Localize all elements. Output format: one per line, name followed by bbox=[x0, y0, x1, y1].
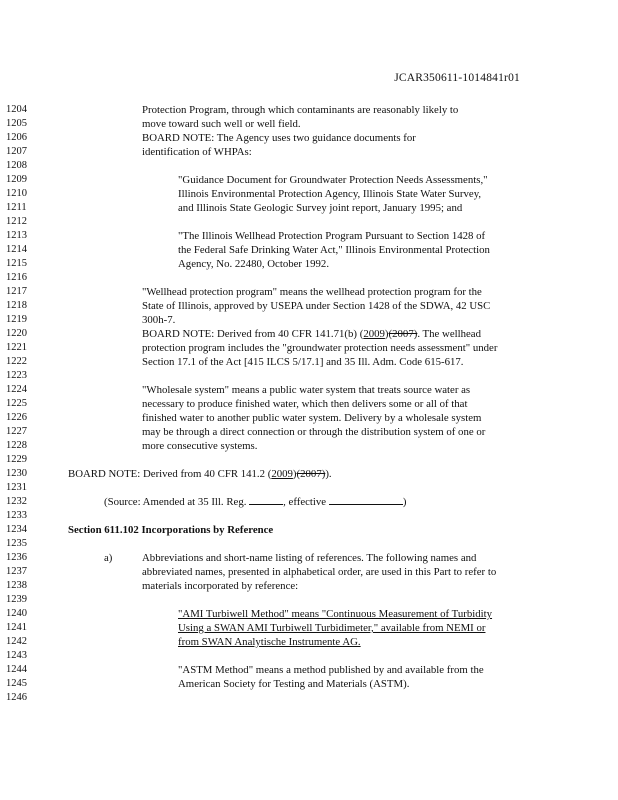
line-number: 1244 bbox=[6, 664, 27, 675]
text-segment: . The wellhead bbox=[417, 328, 481, 340]
line-number: 1213 bbox=[6, 230, 27, 241]
list-marker: a) bbox=[104, 552, 113, 564]
text-line: more consecutive systems. bbox=[142, 440, 258, 452]
text-line: Protection Program, through which contaminants are reasonably likely to bbox=[142, 104, 459, 116]
line-number: 1235 bbox=[6, 538, 27, 549]
line-number: 1236 bbox=[6, 552, 27, 563]
line-number: 1212 bbox=[6, 216, 27, 227]
line-number: 1233 bbox=[6, 510, 27, 521]
line-number: 1214 bbox=[6, 244, 27, 255]
text-line: "ASTM Method" means a method published by and available from the bbox=[178, 664, 484, 676]
text-line: may be through a direct connection or through the distribution system of one or bbox=[142, 426, 486, 438]
document-id-header: JCAR350611-1014841r01 bbox=[394, 72, 520, 84]
text-line: identification of WHPAs: bbox=[142, 146, 252, 158]
line-number: 1204 bbox=[6, 104, 27, 115]
line-number: 1216 bbox=[6, 272, 27, 283]
line-number: 1241 bbox=[6, 622, 27, 633]
line-number: 1238 bbox=[6, 580, 27, 591]
inserted-text-line: from SWAN Analytische Instrumente AG. bbox=[178, 636, 361, 648]
line-number: 1206 bbox=[6, 132, 27, 143]
text-line: abbreviated names, presented in alphabetical order, are used in this Part to refer to bbox=[142, 566, 497, 578]
deleted-text: (2007) bbox=[388, 328, 418, 340]
definition-line: "Wholesale system" means a public water system that treats source water as bbox=[142, 384, 471, 396]
text-segment: ) bbox=[292, 468, 297, 480]
line-number: 1232 bbox=[6, 496, 27, 507]
line-number: 1211 bbox=[6, 202, 27, 213]
text-segment: ) bbox=[402, 496, 407, 508]
line-number: 1239 bbox=[6, 594, 27, 605]
line-number: 1224 bbox=[6, 384, 27, 395]
inserted-text: 2009 bbox=[271, 468, 293, 480]
text-line: finished water to another public water system. Delivery by a wholesale system bbox=[142, 412, 482, 424]
line-number: 1220 bbox=[6, 328, 27, 339]
line-number: 1222 bbox=[6, 356, 27, 367]
text-segment: ). bbox=[325, 468, 332, 480]
line-number: 1218 bbox=[6, 300, 27, 311]
line-number: 1219 bbox=[6, 314, 27, 325]
line-number: 1237 bbox=[6, 566, 27, 577]
text-line: protection program includes the "groundwater protection needs assessment" under bbox=[142, 342, 498, 354]
line-number: 1228 bbox=[6, 440, 27, 451]
line-number: 1205 bbox=[6, 118, 27, 129]
line-number: 1215 bbox=[6, 258, 27, 269]
line-number: 1210 bbox=[6, 188, 27, 199]
text-line: State of Illinois, approved by USEPA under Section 1428 of the SDWA, 42 USC bbox=[142, 300, 491, 312]
line-number: 1231 bbox=[6, 482, 27, 493]
text-line: Agency, No. 22480, October 1992. bbox=[178, 258, 330, 270]
text-segment: ) bbox=[384, 328, 389, 340]
text-line: Abbreviations and short-name listing of references. The following names and bbox=[142, 552, 477, 564]
inserted-text-line: Using a SWAN AMI Turbiwell Turbidimeter," available from NEMI or bbox=[178, 622, 486, 634]
text-segment: BOARD NOTE: Derived from 40 CFR 141.2 ( bbox=[68, 468, 272, 480]
line-number: 1230 bbox=[6, 468, 27, 479]
blank-effective-line bbox=[329, 495, 403, 505]
inserted-text-line: "AMI Turbiwell Method" means "Continuous Measurement of Turbidity bbox=[178, 608, 493, 620]
board-note-line bbox=[68, 467, 332, 481]
line-number: 1243 bbox=[6, 650, 27, 661]
text-segment: (Source: Amended at 35 Ill. Reg. bbox=[104, 496, 250, 508]
line-number: 1246 bbox=[6, 692, 27, 703]
line-number: 1217 bbox=[6, 286, 27, 297]
text-line: 300h-7. bbox=[142, 314, 176, 326]
text-line: "The Illinois Wellhead Protection Program Pursuant to Section 1428 of bbox=[178, 230, 486, 242]
line-number: 1225 bbox=[6, 398, 27, 409]
line-number: 1223 bbox=[6, 370, 27, 381]
line-number: 1242 bbox=[6, 636, 27, 647]
definition-line: "Wellhead protection program" means the wellhead protection program for the bbox=[142, 286, 482, 298]
line-number: 1227 bbox=[6, 426, 27, 437]
section-heading: Section 611.102 Incorporations by Reference bbox=[68, 524, 274, 536]
line-number: 1209 bbox=[6, 174, 27, 185]
text-line: materials incorporated by reference: bbox=[142, 580, 299, 592]
line-number: 1234 bbox=[6, 524, 27, 535]
line-number: 1207 bbox=[6, 146, 27, 157]
text-segment: BOARD NOTE: Derived from 40 CFR 141.71(b) ( bbox=[142, 328, 364, 340]
text-segment: , effective bbox=[283, 496, 329, 508]
text-line: and Illinois State Geologic Survey joint report, January 1995; and bbox=[178, 202, 463, 214]
line-number: 1229 bbox=[6, 454, 27, 465]
deleted-text: (2007) bbox=[296, 468, 326, 480]
line-number: 1245 bbox=[6, 678, 27, 689]
text-line: the Federal Safe Drinking Water Act," Illinois Environmental Protection bbox=[178, 244, 490, 256]
text-line: American Society for Testing and Materials (ASTM). bbox=[178, 678, 410, 690]
source-note-line bbox=[104, 495, 406, 509]
line-number: 1208 bbox=[6, 160, 27, 171]
line-number: 1240 bbox=[6, 608, 27, 619]
text-line: Section 17.1 of the Act [415 ILCS 5/17.1] and 35 Ill. Adm. Code 615-617. bbox=[142, 356, 464, 368]
board-note-line bbox=[142, 327, 481, 341]
text-line: "Guidance Document for Groundwater Protection Needs Assessments," bbox=[178, 174, 488, 186]
text-line: move toward such well or well field. bbox=[142, 118, 301, 130]
board-note-line: BOARD NOTE: The Agency uses two guidance documents for bbox=[142, 132, 416, 144]
blank-register-line bbox=[249, 495, 283, 505]
line-number: 1221 bbox=[6, 342, 27, 353]
text-line: necessary to produce finished water, which then delivers some or all of that bbox=[142, 398, 468, 410]
line-number: 1226 bbox=[6, 412, 27, 423]
text-line: Illinois Environmental Protection Agency, Illinois State Water Survey, bbox=[178, 188, 482, 200]
inserted-text: 2009 bbox=[363, 328, 385, 340]
